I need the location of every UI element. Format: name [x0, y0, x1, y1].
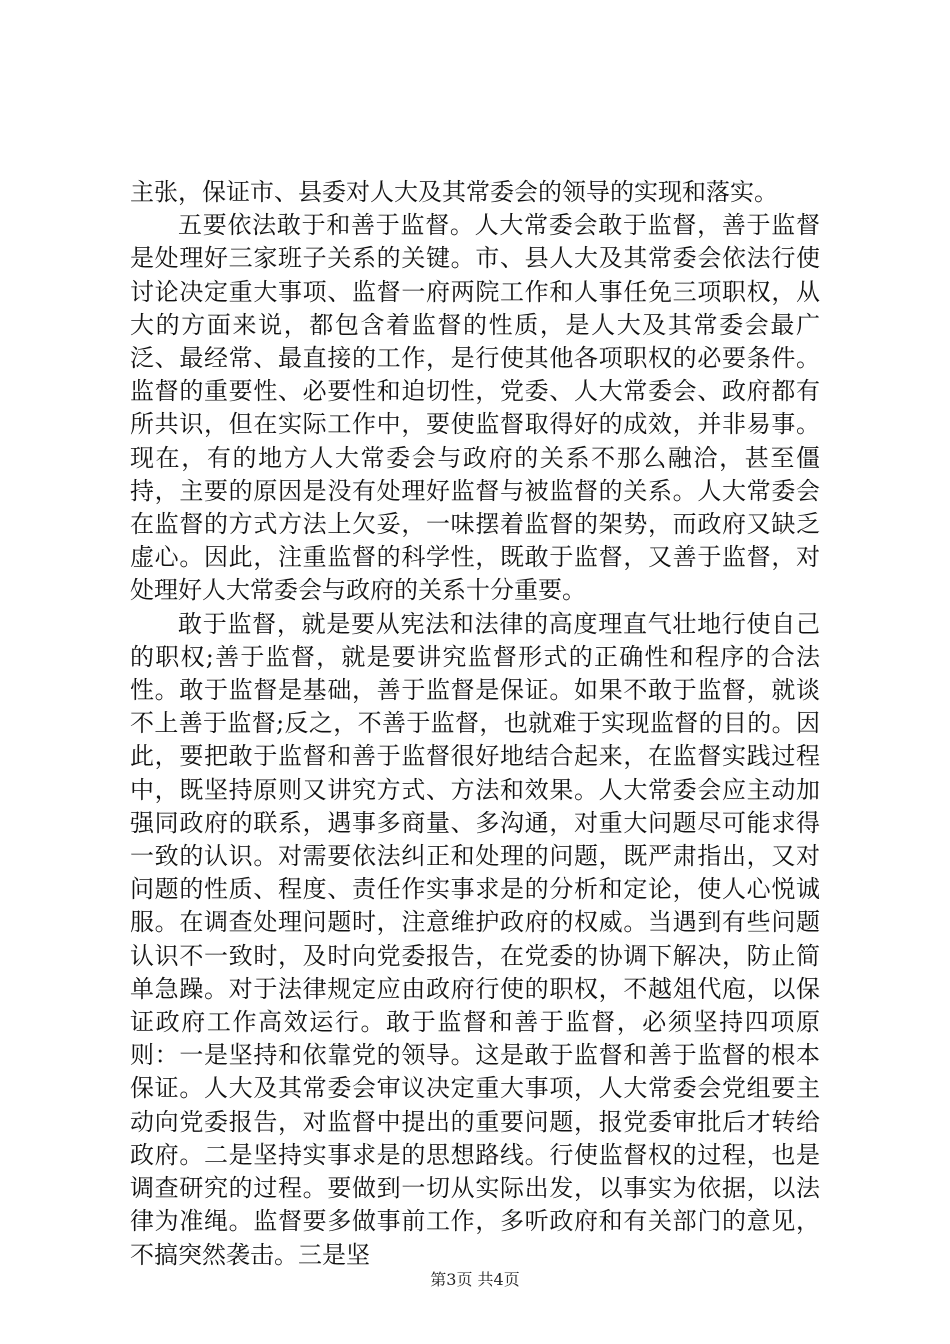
- paragraph-supervision: 五要依法敢于和善于监督。人大常委会敢于监督，善于监督是处理好三家班子关系的关键。市、县人大及其常委会依法行使讨论决定重大事项、监督一府两院工作和人事任免三项职权，从大的方面来说，都包含着监督的性质，是人大及其常委会最广泛、最经常、最直接的工作，是行使其他各项职权的必要条件。监督的重要性、必要性和迫切性，党委、人大常委会、政府都有所共识，但在实际工作中，要使监督取得好的成效，并非易事。现在，有的地方人大常委会与政府的关系不那么融洽，甚至僵持，主要的原因是没有处理好监督与被监督的关系。人大常委会在监督的方式方法上欠妥，一味摆着监督的架势，而政府又缺乏虚心。因此，注重监督的科学性，既敢于监督，又善于监督，对处理好人大常委会与政府的关系十分重要。: [130, 211, 820, 605]
- document-body: [130, 176, 820, 1272]
- paragraph-continuation: 主张，保证市、县委对人大及其常委会的领导的实现和落实。: [130, 178, 778, 206]
- page-number-footer: 第3页 共4页: [430, 1270, 520, 1289]
- paragraph-dare-to-supervise: 敢于监督，就是要从宪法和法律的高度理直气壮地行使自己的职权;善于监督，就是要讲究监督形式的正确性和程序的合法性。敢于监督是基础，善于监督是保证。如果不敢于监督，就谈不上善于监督;反之，不善于监督，也就难于实现监督的目的。因此，要把敢于监督和善于监督很好地结合起来，在监督实践过程中，既坚持原则又讲究方式、方法和效果。人大常委会应主动加强同政府的联系，遇事多商量、多沟通，对重大问题尽可能求得一致的认识。对需要依法纠正和处理的问题，既严肃指出，又对问题的性质、程度、责任作实事求是的分析和定论，使人心悦诚服。在调查处理问题时，注意维护政府的权威。当遇到有些问题认识不一致时，及时向党委报告，在党委的协调下解决，防止简单急躁。对于法律规定应由政府行使的职权，不越俎代庖，以保证政府工作高效运行。敢于监督和善于监督，必须坚持四项原则：一是坚持和依靠党的领导。这是敢于监督和善于监督的根本保证。人大及其常委会审议决定重大事项，人大常委会党组要主动向党委报告，对监督中提出的重要问题，报党委审批后才转给政府。二是坚持实事求是的思想路线。行使监督权的过程，也是调查研究的过程。要做到一切从实际出发，以事实为依据，以法律为准绳。监督要多做事前工作，多听政府和有关部门的意见，不搞突然袭击。三是坚: [130, 609, 820, 1269]
